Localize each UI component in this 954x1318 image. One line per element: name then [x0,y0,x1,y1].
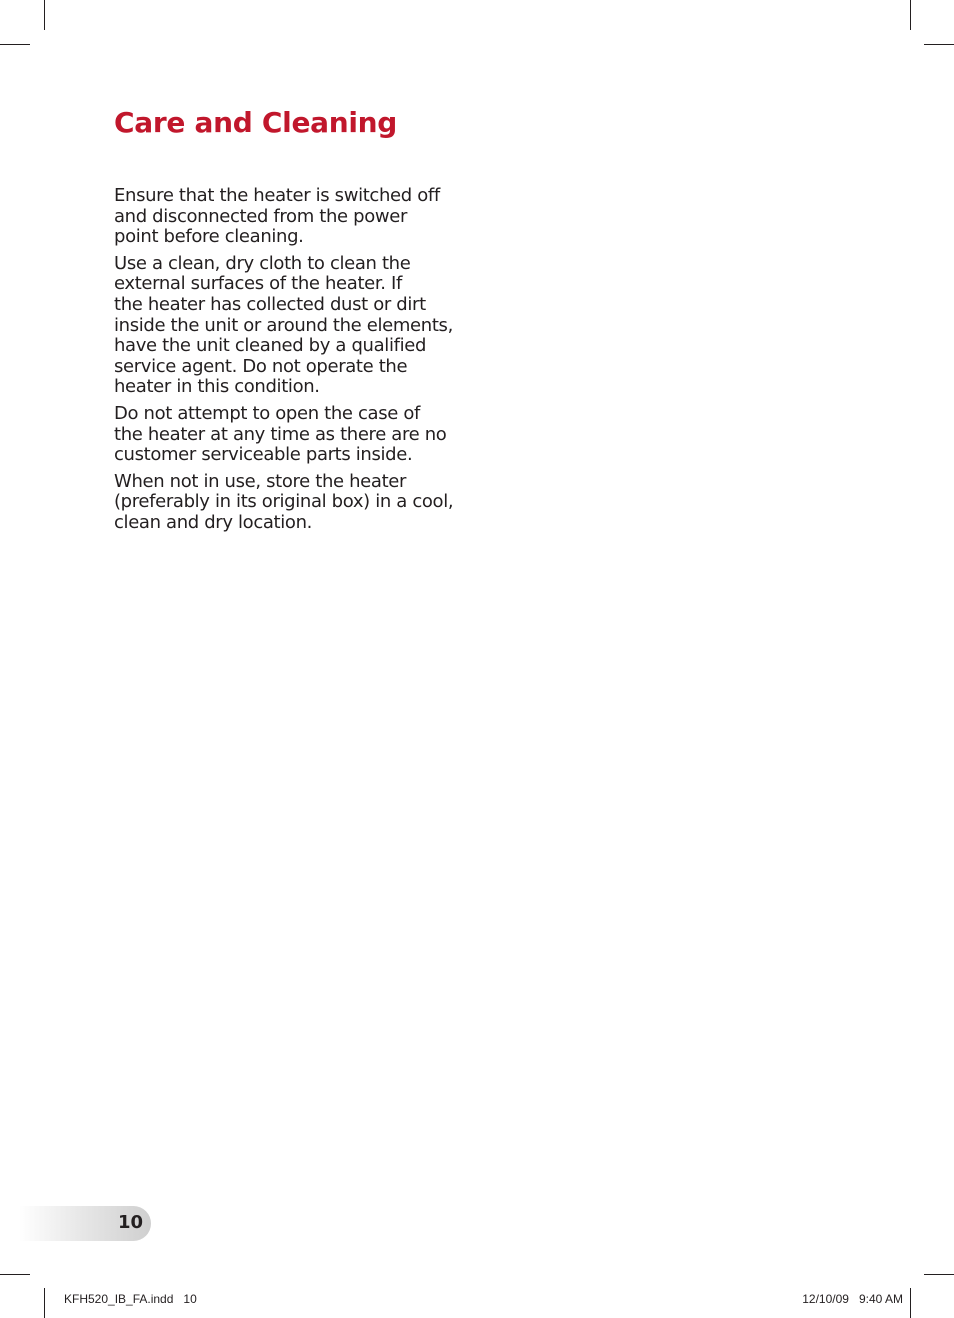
crop-mark-top-left-vertical [44,0,45,30]
page-title: Care and Cleaning [114,106,398,139]
paragraph-do-not-open: Do not attempt to open the case of the heater at any time as there are no customer serviceable parts inside. [114,402,447,466]
page-number-tab [19,1206,151,1241]
crop-mark-top-right-horizontal [924,44,954,45]
page-number: 10 [117,1212,143,1233]
slug-date-time: 12/10/09 9:40 AM [802,1292,903,1306]
paragraph-storage: When not in use, store the heater (preferably in its original box) in a cool, clean and dry location. [114,470,454,533]
crop-mark-bottom-right-horizontal [924,1274,954,1275]
paragraph-clean-cloth: Use a clean, dry cloth to clean the external surfaces of the heater. If the heater has collected dust or dirt inside the unit or around the elements, have the unit cleaned by a qualified service agent. Do not operate the heater in this condition. [114,252,453,398]
slug-file-name: KFH520_IB_FA.indd 10 [64,1292,197,1306]
crop-mark-top-right-vertical [910,0,911,30]
crop-mark-top-left-horizontal [0,44,30,45]
crop-mark-bottom-left-vertical [44,1288,45,1318]
crop-mark-bottom-left-horizontal [0,1274,30,1275]
paragraph-switch-off: Ensure that the heater is switched off and disconnected from the power point before cleaning. [114,185,440,248]
body-text [114,186,474,540]
crop-mark-bottom-right-vertical [910,1288,911,1318]
